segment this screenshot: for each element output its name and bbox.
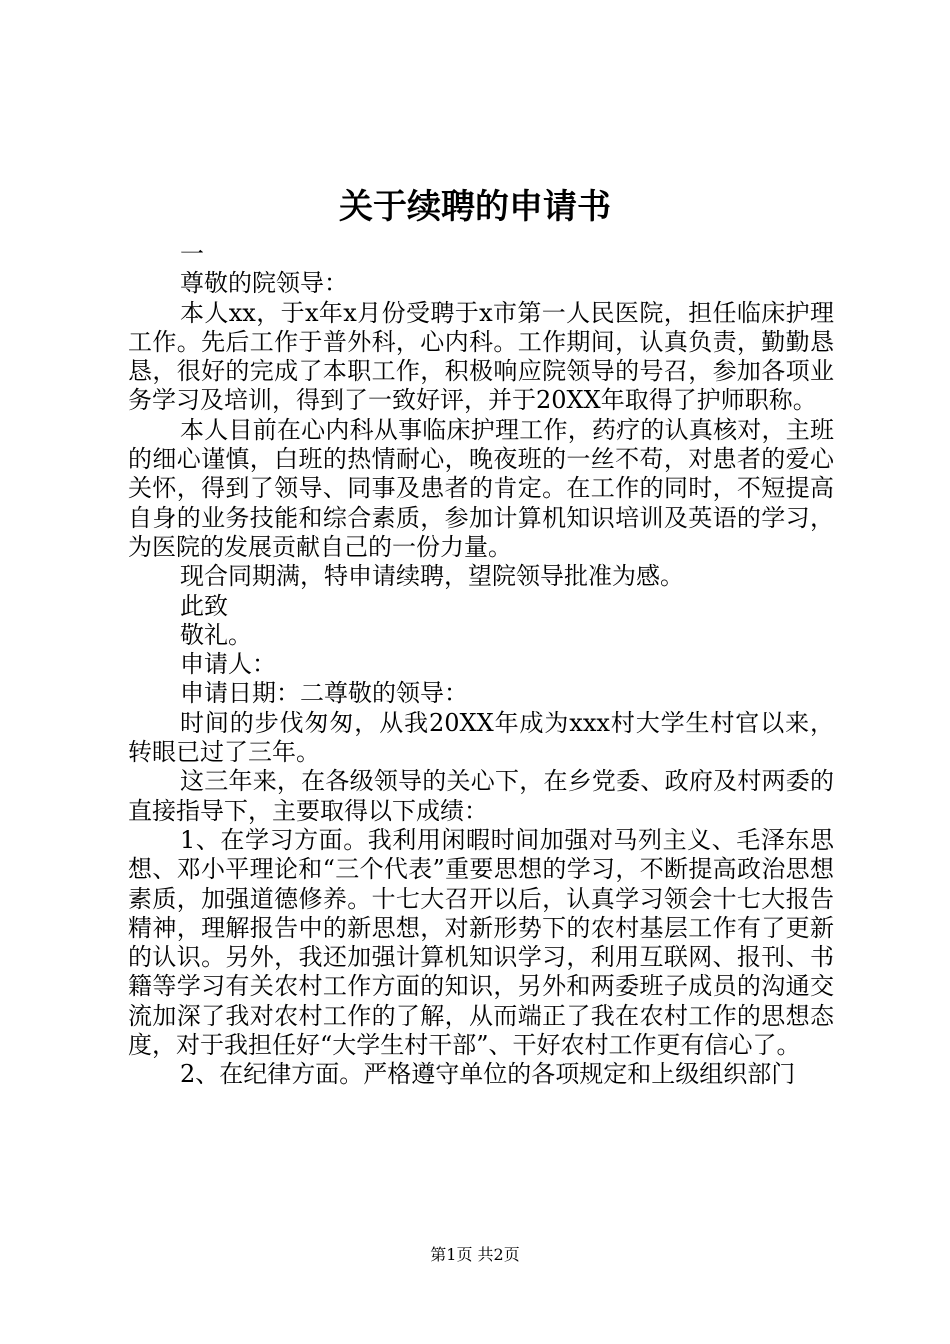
paragraph: 本人目前在心内科从事临床护理工作，药疗的认真核对，主班的细心谨慎，白班的热情耐心，晚夜班的一丝不苟，对患者的爱心关怀，得到了领导、同事及患者的肯定。在工作的同时，不短提高自身的业务技能和综合素质，参加计算机知识培训及英语的学习，为医院的发展贡献自己的一份力量。 xyxy=(128,415,834,561)
salutation: 尊敬的院领导： xyxy=(180,269,348,298)
closing-line: 此致 xyxy=(180,591,228,620)
paragraph: 本人xx，于x年x月份受聘于x市第一人民医院，担任临床护理工作。先后工作于普外科，心内科。工作期间，认真负责，勤勤恳恳，很好的完成了本职工作，积极响应院领导的号召，参加各项业务学习及培训，得到了一致好评，并于20XX年取得了护师职称。 xyxy=(128,298,834,415)
paragraph: 现合同期满，特申请续聘，望院领导批准为感。 xyxy=(180,562,684,591)
paragraph: 时间的步伐匆匆，从我20XX年成为xxx村大学生村官以来，转眼已过了三年。 xyxy=(128,708,834,767)
date-line: 申请日期：二尊敬的领导： xyxy=(180,679,468,708)
paragraph: 这三年来，在各级领导的关心下，在乡党委、政府及村两委的直接指导下，主要取得以下成绩： xyxy=(128,767,834,825)
closing-line: 敬礼。 xyxy=(180,620,252,649)
paragraph: 1、在学习方面。我利用闲暇时间加强对马列主义、毛泽东思想、邓小平理论和“三个代表”重要思想的学习，不断提高政治思想素质，加强道德修养。十七大召开以后，认真学习领会十七大报告精神，理解报告中的新思想，对新形势下的农村基层工作有了更新的认识。另外，我还加强计算机知识学习，利用互联网、报刊、书籍等学习有关农村工作方面的知识，另外和两委班子成员的沟通交流加深了我对农村工作的了解，从而端正了我在农村工作的思想态度，对于我担任好“大学生村干部”、干好农村工作更有信心了。 xyxy=(128,825,834,1060)
page-footer: 第1页 共2页 xyxy=(430,1245,520,1264)
document-body xyxy=(128,240,834,1090)
paragraph: 一 xyxy=(180,240,204,268)
document-title: 关于续聘的申请书 xyxy=(339,187,611,227)
applicant-line: 申请人： xyxy=(180,650,276,679)
paragraph: 2、在纪律方面。严格遵守单位的各项规定和上级组织部门 xyxy=(180,1060,796,1089)
